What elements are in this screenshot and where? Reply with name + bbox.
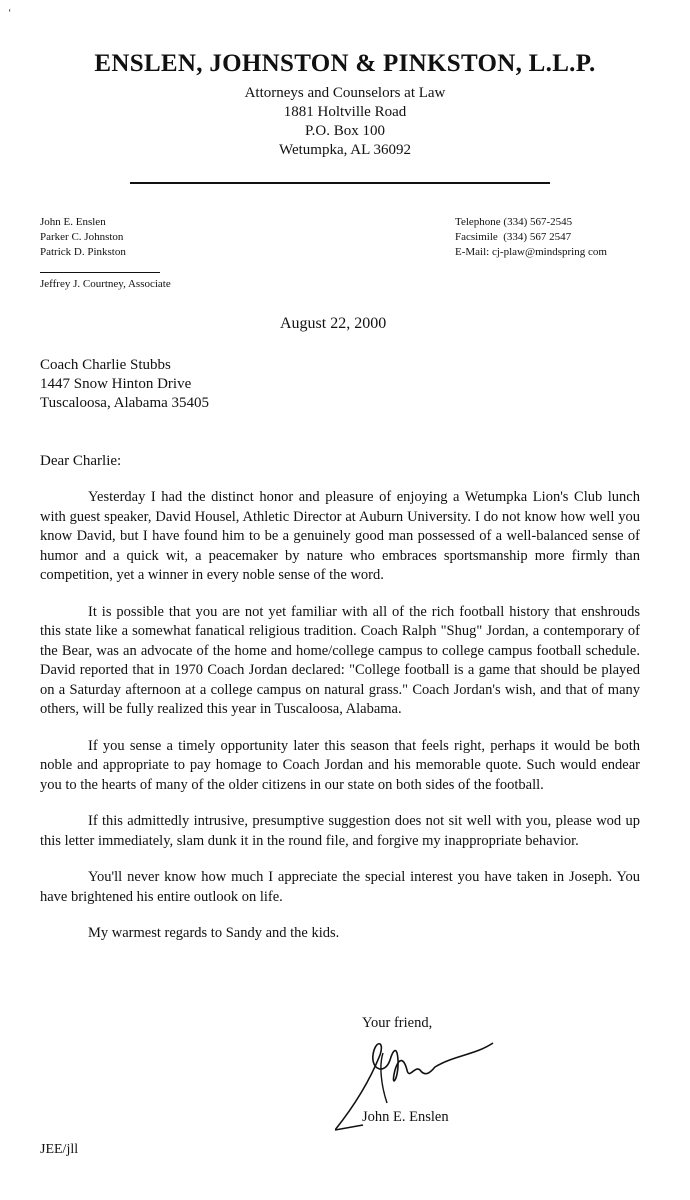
- contact-block: [455, 215, 607, 260]
- email: E-Mail: cj-plaw@mindspring com: [455, 246, 607, 258]
- letterhead-divider: [130, 182, 550, 184]
- letter-body: [40, 488, 640, 961]
- firm-tagline: Attorneys and Counselors at Law: [244, 85, 446, 101]
- partners-list: [40, 215, 126, 260]
- body-paragraph: It is possible that you are not yet familiar with all of the rich football history that enshrouds this state like a somewhat fanatical religious tradition. Coach Ralph "Shug" Jordan, a contemporary of the Bear, was an advocate of the home and home/college campus to college campus football schedule. David reported that in 1970 Coach Jordan declared: "College football is a game that should be played on a Saturday afternoon at a college campus on natural grass." Coach Jordan's wish, and that of many others, will be fully realized this year in Tuscaloosa, Alabama.: [40, 603, 640, 717]
- associate-name: Jeffrey J. Courtney, Associate: [40, 278, 171, 290]
- signer-name: John E. Enslen: [362, 1109, 449, 1125]
- body-paragraph: Yesterday I had the distinct honor and pleasure of enjoying a Wetumpka Lion's Club lunch with guest speaker, David Housel, Athletic Director at Auburn University. I do not know how well you know David, but I have found him to be a genuinely good man possessed of a well-balanced sense of humor and a quick wit, a peacemaker by nature who embraces sportsmanship more firmly than competition, yet a winner in every noble sense of the word.: [40, 489, 640, 583]
- partner-name: John E. Enslen: [40, 216, 106, 228]
- recipient-city: Tuscaloosa, Alabama 35405: [40, 395, 210, 411]
- firm-po-box: P.O. Box 100: [304, 123, 386, 139]
- partner-name: Patrick D. Pinkston: [40, 246, 126, 258]
- body-paragraph: If you sense a timely opportunity later this season that feels right, perhaps it would be both noble and appropriate to pay homage to Coach Jordan and his memorable quote. Such would endear you to the hearts of many of the older citizens in our state on both sides of the football.: [40, 737, 640, 793]
- telephone: Telephone (334) 567-2545: [455, 216, 573, 228]
- typist-initials: JEE/jll: [40, 1142, 79, 1157]
- firm-name: ENSLEN, JOHNSTON & PINKSTON, L.L.P.: [94, 50, 596, 77]
- firm-city: Wetumpka, AL 36092: [279, 142, 411, 158]
- letter-date: August 22, 2000: [280, 315, 387, 332]
- associate-divider: [40, 272, 160, 273]
- body-paragraph: You'll never know how much I appreciate the special interest you have taken in Joseph. You have brightened his entire outlook on life.: [40, 869, 640, 905]
- closing: Your friend,: [362, 1015, 433, 1031]
- recipient-street: 1447 Snow Hinton Drive: [40, 376, 192, 392]
- salutation: Dear Charlie:: [40, 453, 122, 469]
- scan-speck: ‘: [8, 8, 12, 19]
- partner-name: Parker C. Johnston: [40, 231, 124, 243]
- body-paragraph: My warmest regards to Sandy and the kids.: [88, 925, 340, 941]
- body-paragraph: If this admittedly intrusive, presumptive suggestion does not sit well with you, please wod up this letter immediately, slam dunk it in the round file, and forgive my inappropriate behavior.: [40, 813, 640, 849]
- recipient-address: [40, 356, 209, 413]
- firm-street: 1881 Holtville Road: [283, 104, 407, 120]
- letterhead: [0, 50, 690, 160]
- recipient-name: Coach Charlie Stubbs: [40, 357, 171, 373]
- facsimile: Facsimile (334) 567 2547: [455, 231, 572, 243]
